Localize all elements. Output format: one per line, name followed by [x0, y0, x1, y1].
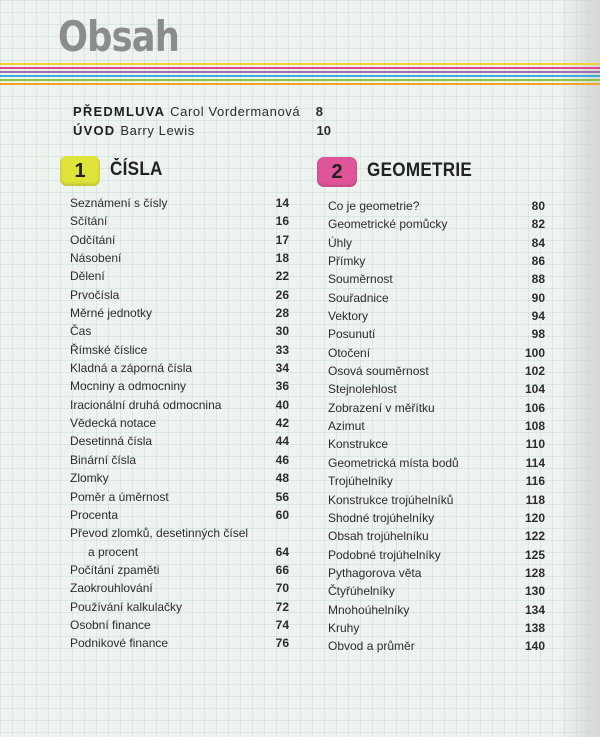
toc-entry-page: 72	[275, 599, 289, 614]
color-stripe	[0, 71, 600, 73]
toc-entry[interactable]	[70, 488, 289, 506]
toc-entry[interactable]	[328, 509, 545, 527]
toc-entry-page: 16	[275, 214, 289, 229]
toc-entry-title: Přímky	[328, 254, 366, 269]
color-stripe	[0, 83, 600, 85]
toc-entry[interactable]	[328, 564, 545, 582]
toc-list-geometry	[328, 197, 545, 656]
toc-entry[interactable]	[70, 212, 289, 230]
toc-entry[interactable]	[328, 491, 545, 509]
toc-entry-page: 138	[524, 620, 545, 635]
toc-entry[interactable]	[328, 325, 545, 343]
toc-entry[interactable]	[70, 634, 289, 652]
toc-entry-page: 140	[524, 639, 545, 654]
toc-entry[interactable]	[328, 619, 545, 637]
toc-entry-title: Osobní finance	[70, 617, 151, 632]
toc-entry-title: Azimut	[328, 419, 365, 434]
toc-entry-title: Seznámení s čísly	[70, 196, 168, 210]
toc-entry[interactable]	[328, 582, 545, 600]
toc-entry-page: 66	[275, 562, 289, 577]
color-stripe	[0, 63, 600, 65]
toc-entry-page: 48	[275, 471, 289, 486]
toc-entry-page: 33	[275, 342, 289, 357]
toc-entry-page: 60	[275, 507, 289, 522]
toc-entry-page: 100	[524, 345, 545, 360]
toc-entry-title: Sčítání	[70, 214, 108, 229]
toc-entry-title: Římské číslice	[70, 342, 148, 357]
toc-entry-page: 98	[531, 327, 545, 342]
toc-entry-page: 64	[275, 544, 289, 559]
toc-entry-page: 134	[524, 602, 545, 617]
toc-entry-title: Procenta	[70, 507, 119, 522]
toc-entry-title: Úhly	[328, 235, 353, 250]
color-stripe	[0, 67, 600, 69]
toc-entry[interactable]	[70, 561, 289, 579]
toc-entry[interactable]	[328, 472, 545, 490]
toc-entry[interactable]	[70, 414, 289, 432]
intro-author: Barry Lewis	[120, 123, 195, 138]
toc-entry-page: 128	[524, 565, 545, 580]
toc-entry-title: Iracionální druhá odmocnina	[70, 397, 222, 412]
toc-entry-title: Desetinná čísla	[70, 434, 153, 449]
toc-entry[interactable]	[328, 215, 545, 233]
toc-entry[interactable]	[70, 579, 289, 597]
section-title: ČÍSLA	[110, 159, 163, 180]
intro-foreword[interactable]	[73, 104, 323, 123]
toc-entry-title: Zobrazení v měřítku	[328, 400, 435, 415]
toc-entry-title: Souřadnice	[328, 290, 389, 305]
toc-entry[interactable]	[328, 270, 545, 288]
toc-entry-title: Konstrukce trojúhelníků	[328, 492, 454, 507]
toc-entry-title: Počítání zpaměti	[70, 562, 160, 577]
toc-entry-title: Geometrická místa bodů	[328, 455, 459, 470]
toc-entry-page: 130	[524, 584, 545, 599]
intro-list	[73, 104, 331, 142]
toc-entry[interactable]	[70, 598, 289, 616]
toc-list-numbers	[70, 194, 289, 653]
toc-entry-page: 28	[275, 306, 289, 321]
toc-entry-page: 110	[525, 437, 545, 452]
toc-entry[interactable]	[70, 267, 289, 285]
toc-entry-page: 125	[524, 547, 545, 562]
toc-entry-title: Čas	[70, 324, 92, 339]
toc-entry[interactable]	[328, 362, 545, 380]
toc-entry-title: Čtyřúhelníky	[328, 584, 395, 599]
toc-entry[interactable]	[328, 546, 545, 564]
toc-entry-page: 120	[524, 510, 545, 525]
toc-entry-title: Měrné jednotky	[70, 306, 153, 321]
toc-entry[interactable]	[328, 454, 545, 472]
toc-entry[interactable]	[328, 601, 545, 619]
toc-entry-title: Zaokrouhlování	[70, 581, 153, 596]
section-number-badge: 2	[317, 157, 357, 187]
color-stripes	[0, 63, 600, 87]
toc-entry[interactable]	[328, 417, 545, 435]
toc-entry[interactable]	[70, 304, 289, 322]
toc-entry-page: 80	[531, 199, 545, 213]
section-heading-numbers[interactable]	[60, 156, 280, 188]
toc-entry-page: 116	[525, 474, 545, 489]
toc-entry[interactable]	[328, 344, 545, 362]
toc-entry[interactable]	[70, 194, 289, 212]
toc-entry-title: Trojúhelníky	[328, 474, 393, 489]
toc-entry-title: Dělení	[70, 269, 105, 284]
toc-entry[interactable]	[70, 322, 289, 340]
toc-entry-page: 30	[275, 324, 289, 339]
toc-entry-title: Podobné trojúhelníky	[328, 547, 441, 562]
toc-entry-page: 40	[275, 397, 289, 412]
toc-entry-title: Zlomky	[70, 471, 109, 486]
toc-entry-title: Převod zlomků, desetinných čísel	[70, 526, 249, 541]
toc-entry-page: 36	[275, 379, 289, 394]
toc-entry[interactable]	[328, 307, 545, 325]
toc-entry[interactable]	[70, 616, 289, 634]
toc-entry-title: Osová souměrnost	[328, 364, 429, 379]
intro-author: Carol Vordermanová	[170, 104, 301, 119]
toc-entry-title: Vědecká notace	[70, 416, 157, 431]
toc-entry-title: Prvočísla	[70, 287, 120, 302]
toc-entry[interactable]	[328, 637, 545, 655]
toc-entry[interactable]	[70, 286, 289, 304]
toc-entry-page: 44	[275, 434, 289, 449]
toc-entry-title: Posunutí	[328, 327, 376, 342]
toc-entry[interactable]	[70, 432, 289, 450]
intro-keyword: ÚVOD	[73, 123, 116, 138]
toc-entry-title: Kruhy	[328, 620, 360, 635]
color-stripe	[0, 75, 600, 77]
toc-entry-page: 86	[531, 254, 545, 269]
toc-entry-page: 118	[525, 492, 545, 507]
toc-entry-page: 106	[524, 400, 545, 415]
toc-entry-page: 56	[275, 489, 289, 504]
intro-keyword: PŘEDMLUVA	[73, 104, 166, 119]
toc-entry-title: Poměr a úměrnost	[70, 489, 169, 504]
toc-entry[interactable]	[70, 469, 289, 487]
toc-entry-title: Kladná a záporná čísla	[70, 361, 193, 376]
toc-entry[interactable]	[70, 396, 289, 414]
toc-entry-title: Používání kalkulačky	[70, 599, 183, 614]
intro-page: 8	[315, 104, 323, 119]
toc-entry-title: Co je geometrie?	[328, 199, 420, 213]
toc-entry[interactable]	[70, 543, 289, 561]
toc-entry-page: 46	[275, 452, 289, 467]
toc-entry-title: Shodné trojúhelníky	[328, 510, 435, 525]
toc-entry-title: Pythagorova věta	[328, 565, 422, 580]
toc-entry[interactable]	[328, 252, 545, 270]
toc-entry-title: Podnikové finance	[70, 636, 169, 651]
toc-entry-page: 90	[531, 290, 545, 305]
toc-entry[interactable]	[328, 234, 545, 252]
toc-entry[interactable]	[328, 399, 545, 417]
toc-entry-page: 88	[531, 272, 545, 287]
toc-entry-page: 18	[275, 251, 289, 266]
toc-entry-title: Otočení	[328, 345, 371, 360]
toc-entry-page: 108	[524, 419, 545, 434]
toc-entry-title: Obsah trojúhelníku	[328, 529, 429, 544]
toc-entry-page: 104	[524, 382, 545, 397]
toc-entry-title: Násobení	[70, 251, 122, 266]
toc-entry-title: Souměrnost	[328, 272, 393, 287]
toc-entry-page: 26	[275, 287, 289, 302]
toc-entry-page: 34	[275, 361, 289, 376]
toc-entry[interactable]	[328, 435, 545, 453]
toc-entry-page: 82	[531, 217, 545, 232]
toc-entry[interactable]	[70, 359, 289, 377]
toc-entry[interactable]	[328, 197, 545, 215]
toc-entry[interactable]	[328, 289, 545, 307]
toc-entry-page: 84	[531, 235, 545, 250]
toc-entry-page: 94	[531, 309, 545, 324]
toc-entry[interactable]	[70, 524, 289, 542]
toc-entry-title: Vektory	[328, 309, 369, 324]
intro-introduction[interactable]	[73, 123, 331, 142]
toc-entry[interactable]	[70, 451, 289, 469]
toc-entry-page: 14	[275, 196, 289, 210]
color-stripe	[0, 79, 600, 81]
page-edge-shadow	[560, 0, 600, 737]
toc-entry-page: 70	[275, 581, 289, 596]
toc-entry[interactable]	[70, 377, 289, 395]
toc-entry-page: 74	[275, 617, 289, 632]
toc-entry-title: Obvod a průměr	[328, 639, 415, 654]
toc-entry-title: Konstrukce	[328, 437, 389, 452]
toc-entry[interactable]	[328, 380, 545, 398]
toc-entry-page: 17	[275, 232, 289, 247]
toc-entry[interactable]	[328, 527, 545, 545]
toc-entry[interactable]	[70, 506, 289, 524]
toc-entry-page: 102	[524, 364, 545, 379]
toc-entry[interactable]	[70, 231, 289, 249]
toc-entry-page: 22	[275, 269, 289, 284]
intro-page: 10	[316, 123, 331, 138]
page-title: Obsah	[58, 12, 179, 61]
toc-entry-title: Mnohoúhelníky	[328, 602, 410, 617]
section-title: GEOMETRIE	[367, 160, 473, 181]
toc-entry-title: Binární čísla	[70, 452, 137, 467]
toc-entry-page: 76	[275, 636, 289, 651]
section-number-badge: 1	[60, 156, 100, 186]
toc-entry[interactable]	[70, 341, 289, 359]
toc-entry[interactable]	[70, 249, 289, 267]
toc-entry-page: 114	[525, 455, 545, 470]
toc-entry-page: 122	[524, 529, 545, 544]
toc-entry-title: a procent	[88, 544, 139, 559]
toc-entry-title: Mocniny a odmocniny	[70, 379, 187, 394]
section-heading-geometry[interactable]	[317, 157, 537, 189]
toc-entry-title: Odčítání	[70, 232, 116, 247]
toc-entry-page: 42	[275, 416, 289, 431]
toc-entry-title: Geometrické pomůcky	[328, 217, 448, 232]
toc-entry-title: Stejnolehlost	[328, 382, 397, 397]
